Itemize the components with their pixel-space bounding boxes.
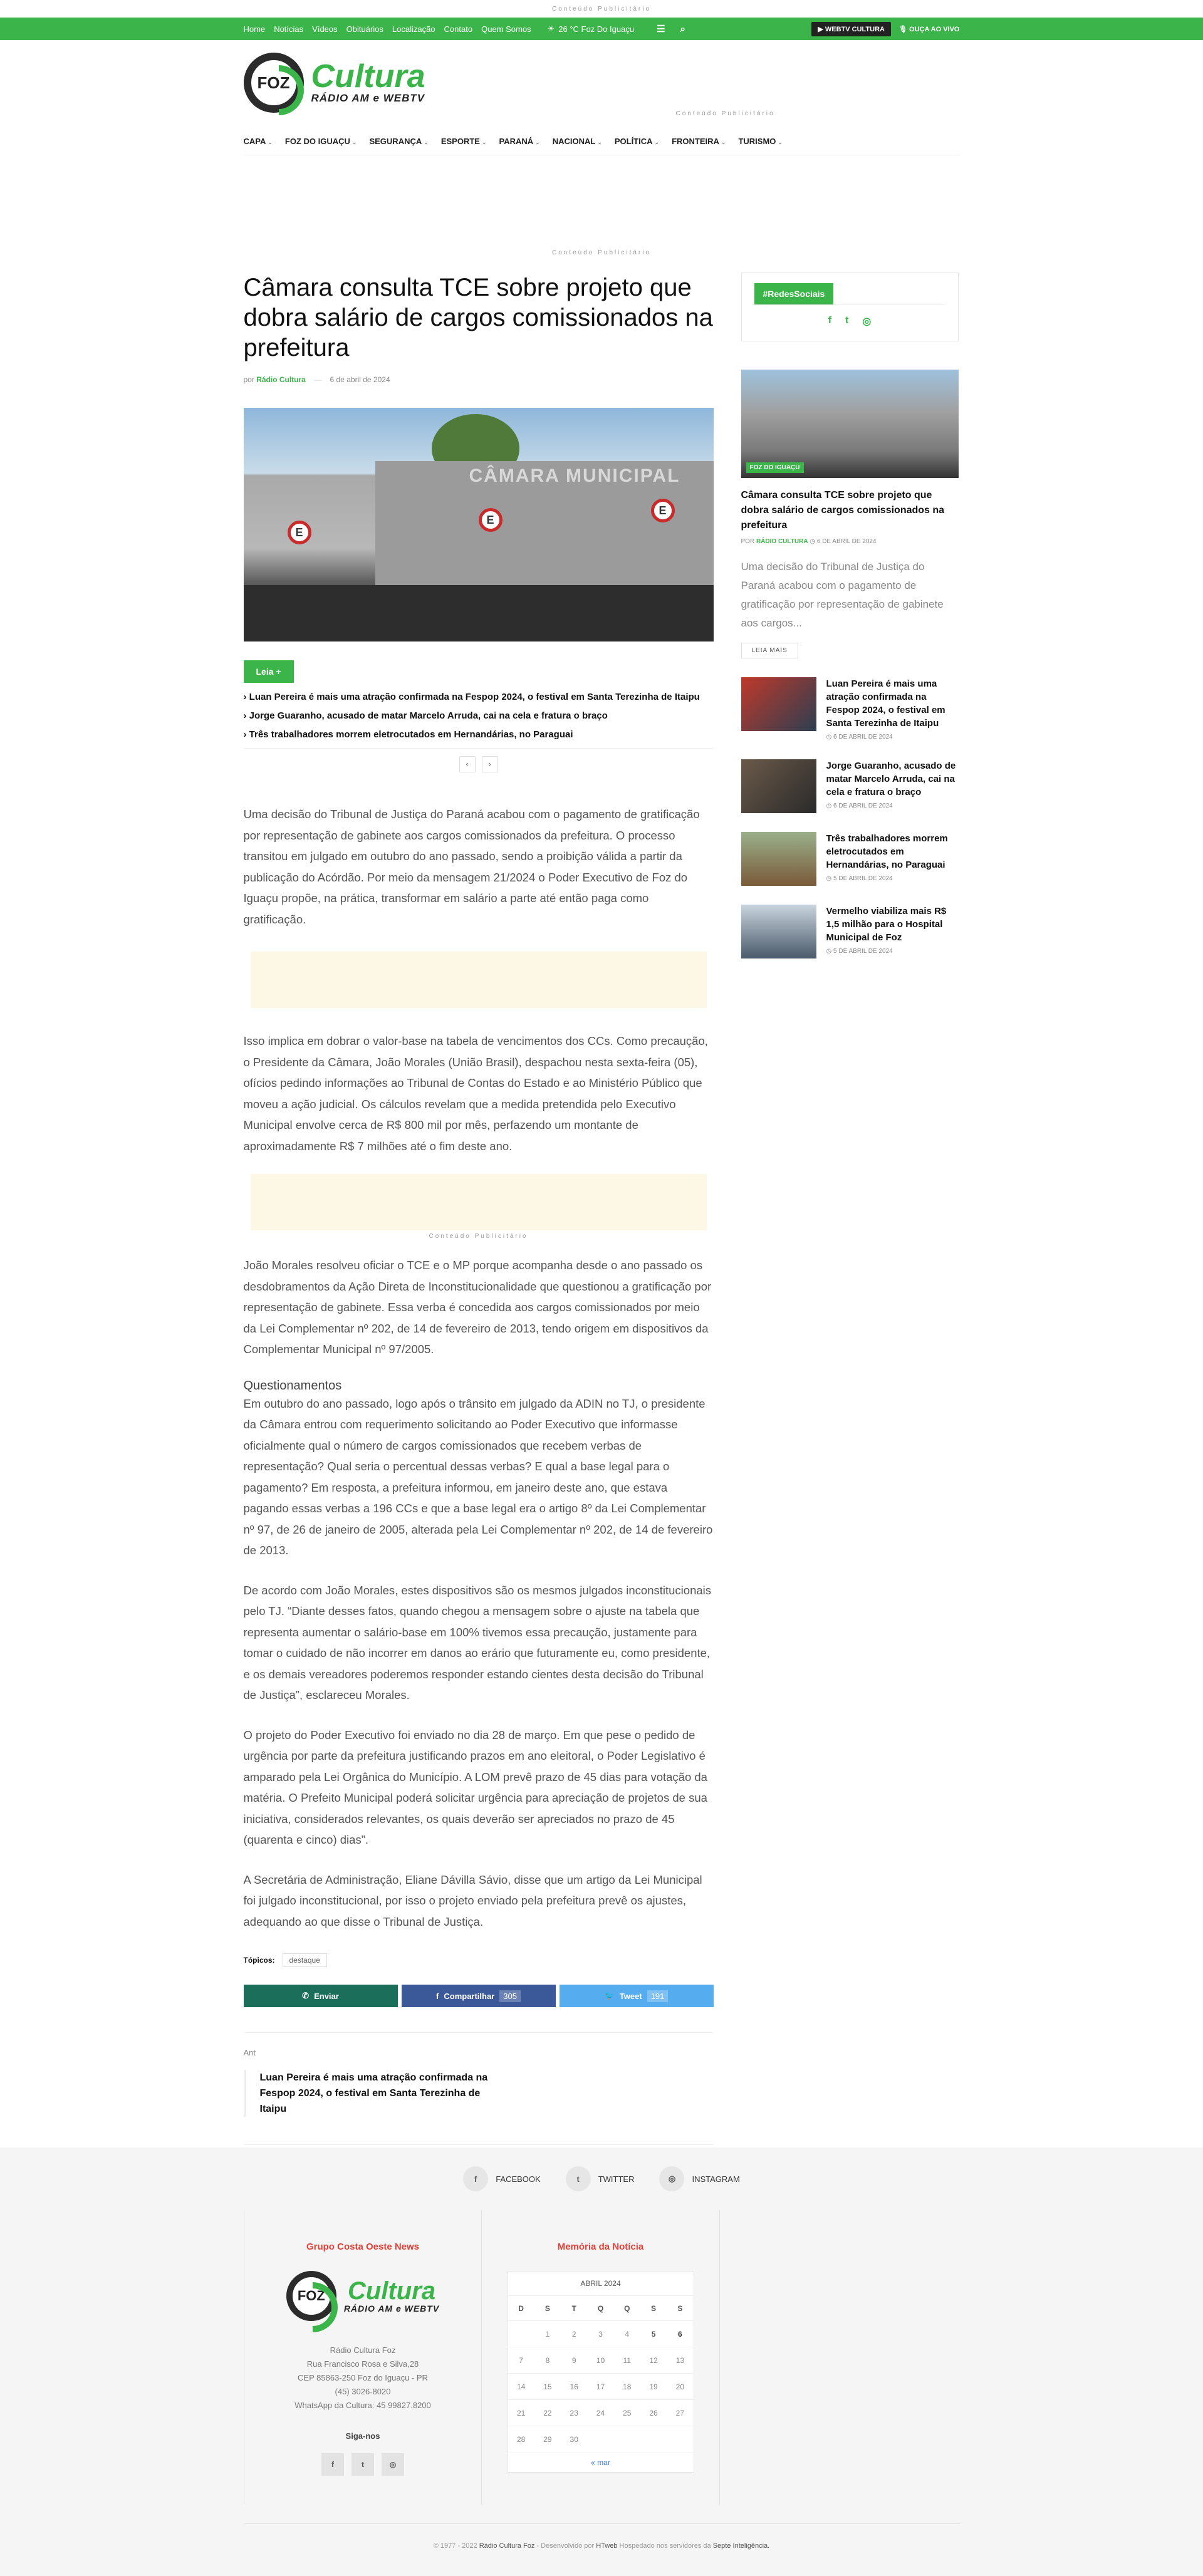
logo-name: Cultura bbox=[348, 2277, 435, 2305]
footer bbox=[0, 2148, 1203, 2576]
calendar-dayname: D bbox=[508, 2296, 534, 2321]
calendar-day: 11 bbox=[614, 2347, 640, 2374]
calendar-day bbox=[640, 2426, 667, 2453]
facebook-icon[interactable]: f bbox=[321, 2453, 344, 2476]
calendar-day: 7 bbox=[508, 2347, 534, 2374]
meta-by: POR bbox=[741, 538, 755, 545]
article-paragraph: João Morales resolveu oficiar o TCE e o MP porque acompanha desde o ano passado os desdobramentos da Ação Direta de Inconstitucionalidade que questionou a gratificação por representação de gabinete. Essa verba é concedida aos cargos comissionados por meio da Lei Complementar nº 202, de 14 de fevereiro de 2013, tendo origem em dispositivos da Complementar Municipal nº 97/2005. bbox=[243, 1259, 712, 1356]
footer-calendar-title: Memória da Notícia bbox=[557, 2241, 644, 2252]
nav-label: CAPA bbox=[243, 137, 266, 146]
calendar-day: 24 bbox=[587, 2400, 613, 2426]
social-widget bbox=[741, 273, 959, 341]
chevron-down-icon: ⌄ bbox=[597, 139, 602, 145]
calendar bbox=[508, 2271, 694, 2473]
read-more-button[interactable]: Leia + bbox=[244, 660, 294, 683]
nav-item-politica[interactable] bbox=[615, 137, 659, 146]
address-line: Rádio Cultura Foz bbox=[330, 2345, 396, 2355]
twitter-icon: 🐦 bbox=[604, 1991, 615, 2000]
developer-link[interactable]: HTweb bbox=[596, 2542, 618, 2550]
header-ad-label: Conteúdo Publicitário bbox=[675, 110, 775, 117]
calendar-day: 1 bbox=[534, 2321, 561, 2347]
clock-icon: ◷ bbox=[810, 538, 816, 545]
mic-icon: 🎙 bbox=[898, 25, 910, 33]
post-thumbnail[interactable] bbox=[741, 759, 816, 813]
sidebar-post[interactable] bbox=[741, 677, 959, 740]
nav-label: FOZ DO IGUAÇU bbox=[284, 137, 350, 146]
sidebar-post[interactable] bbox=[741, 905, 959, 958]
calendar-day: 13 bbox=[667, 2347, 693, 2374]
calendar-dayname: Q bbox=[587, 2296, 613, 2321]
weather-text: 26 °C Foz Do Iguaçu bbox=[558, 24, 635, 34]
footer-logo[interactable] bbox=[244, 2271, 481, 2321]
calendar-day bbox=[614, 2426, 640, 2453]
nav-item-capa[interactable] bbox=[244, 137, 273, 146]
nav-item-parana[interactable] bbox=[499, 137, 539, 146]
calendar-day: 14 bbox=[508, 2374, 534, 2400]
footer-facebook-link[interactable] bbox=[463, 2166, 541, 2191]
site-logo[interactable] bbox=[244, 53, 425, 113]
calendar-dayname: Q bbox=[614, 2296, 640, 2321]
calendar-day: 4 bbox=[614, 2321, 640, 2347]
article-author[interactable]: Rádio Cultura bbox=[256, 375, 306, 384]
top-link-obituarios[interactable]: Obituários bbox=[346, 24, 383, 34]
featured-category[interactable]: FOZ DO IGUAÇU bbox=[746, 462, 804, 473]
calendar-day: 18 bbox=[614, 2374, 640, 2400]
nav-label: PARANÁ bbox=[499, 137, 534, 146]
footer-social-label: TWITTER bbox=[598, 2174, 635, 2184]
copyright-year: © 1977 - 2022 bbox=[433, 2542, 477, 2550]
chevron-down-icon: ⌄ bbox=[654, 139, 660, 145]
whatsapp-icon: ✆ bbox=[302, 1991, 310, 2000]
featured-image[interactable] bbox=[741, 370, 959, 478]
meta-by: por bbox=[243, 375, 254, 384]
calendar-day: 8 bbox=[534, 2347, 561, 2374]
calendar-day: 9 bbox=[561, 2347, 587, 2374]
calendar-day bbox=[667, 2426, 693, 2453]
weather-widget bbox=[548, 24, 634, 34]
host-link[interactable]: Septe Inteligência. bbox=[712, 2542, 770, 2550]
webtv-label: WEBTV CULTURA bbox=[825, 25, 885, 33]
instagram-icon[interactable]: ◎ bbox=[382, 2453, 404, 2476]
calendar-day[interactable]: 6 bbox=[667, 2321, 693, 2347]
top-link-contato[interactable]: Contato bbox=[444, 24, 473, 34]
nav-label: POLÍTICA bbox=[614, 137, 653, 146]
clock-icon: ◷ bbox=[826, 734, 832, 740]
article-meta: por Rádio Cultura — 6 de abril de 2024 bbox=[243, 375, 390, 384]
article-date: 6 de abril de 2024 bbox=[330, 375, 390, 384]
nav-label: FRONTEIRA bbox=[672, 137, 719, 146]
calendar-day: 12 bbox=[640, 2347, 667, 2374]
post-title[interactable]: Jorge Guaranho, acusado de matar Marcelo Arruda, cai na cela e fratura o braço bbox=[826, 761, 956, 797]
search-icon[interactable]: ⌕ bbox=[680, 23, 685, 34]
share-facebook-button[interactable] bbox=[402, 1985, 556, 2007]
chevron-down-icon: ⌄ bbox=[721, 139, 726, 145]
calendar-day: 28 bbox=[508, 2426, 534, 2453]
sidebar-post[interactable] bbox=[741, 759, 959, 813]
footer-social bbox=[0, 2166, 1203, 2191]
logo-mark: FOZ bbox=[286, 2271, 336, 2321]
calendar-day: 10 bbox=[587, 2347, 613, 2374]
calendar-dayname: S bbox=[534, 2296, 561, 2321]
top-link-videos[interactable]: Vídeos bbox=[312, 24, 338, 34]
calendar-day: 22 bbox=[534, 2400, 561, 2426]
footer-calendar bbox=[482, 2210, 720, 2505]
copyright-owner[interactable]: Rádio Cultura Foz bbox=[479, 2542, 535, 2550]
calendar-day bbox=[587, 2426, 613, 2453]
calendar-day: 3 bbox=[587, 2321, 613, 2347]
post-date: 6 DE ABRIL DE 2024 bbox=[833, 734, 893, 740]
weather-sun-icon: ☀ bbox=[547, 24, 555, 33]
calendar-day[interactable]: 5 bbox=[640, 2321, 667, 2347]
tv-icon: ▶ bbox=[818, 25, 825, 33]
calendar-day: 15 bbox=[534, 2374, 561, 2400]
calendar-prev-link[interactable]: « mar bbox=[508, 2453, 694, 2472]
menu-icon[interactable]: ☰ bbox=[657, 24, 665, 34]
post-title[interactable]: Três trabalhadores morrem eletrocutados em Hernandárias, no Paraguai bbox=[826, 833, 948, 870]
top-link-quem-somos[interactable]: Quem Somos bbox=[481, 24, 531, 34]
calendar-dayname: T bbox=[561, 2296, 587, 2321]
calendar-day: 26 bbox=[640, 2400, 667, 2426]
article-paragraph: A Secretária de Administração, Eliane Dávilla Sávio, disse que um artigo da Lei Municipal foi julgado inconstitucional, por isso o projeto enviado pela prefeitura prevê os ajustes, adequando ao que disse o Tribunal de Justiça. bbox=[243, 1872, 702, 1928]
featured-read-more-button[interactable]: LEIA MAIS bbox=[741, 643, 798, 658]
calendar-day: 30 bbox=[561, 2426, 587, 2453]
top-link-noticias[interactable]: Notícias bbox=[274, 24, 304, 34]
footer-instagram-link[interactable] bbox=[659, 2166, 739, 2191]
share-twitter-button[interactable] bbox=[560, 1985, 714, 2007]
nav-item-seguranca[interactable] bbox=[369, 137, 428, 146]
site-header bbox=[244, 40, 960, 128]
top-link-home[interactable]: Home bbox=[243, 24, 266, 34]
nav-label: TURISMO bbox=[738, 137, 776, 146]
calendar-day: 21 bbox=[508, 2400, 534, 2426]
calendar-day: 27 bbox=[667, 2400, 693, 2426]
clock-icon: ◷ bbox=[826, 948, 832, 955]
footer-address bbox=[244, 2344, 481, 2412]
featured-author[interactable]: RÁDIO CULTURA bbox=[756, 538, 808, 545]
featured-meta bbox=[741, 538, 959, 545]
share-whatsapp-button[interactable] bbox=[244, 1985, 398, 2007]
related-link[interactable]: › Luan Pereira é mais uma atração confirmada na Fespop 2024, o festival em Santa Terezinha de Itaipu bbox=[244, 692, 714, 702]
share-label: Compartilhar bbox=[444, 1991, 495, 2001]
address-line: (45) 3026-8020 bbox=[335, 2387, 391, 2396]
article-title: Câmara consulta TCE sobre projeto que dobra salário de cargos comissionados na prefeitura bbox=[243, 274, 713, 361]
ad-slot[interactable] bbox=[251, 952, 707, 1008]
post-date: 6 DE ABRIL DE 2024 bbox=[833, 802, 893, 809]
clock-icon: ◷ bbox=[826, 875, 832, 882]
calendar-day bbox=[508, 2321, 534, 2347]
calendar-day: 29 bbox=[534, 2426, 561, 2453]
post-date: 5 DE ABRIL DE 2024 bbox=[833, 948, 893, 955]
post-thumbnail[interactable] bbox=[741, 677, 816, 731]
article-paragraph: Isso implica em dobrar o valor-base na tabela de vencimentos dos CCs. Como precaução, o Presidente da Câmara, João Morales (União Brasil), despachou nesta sexta-feira (05), ofícios pedindo informações ao Tribunal de Contas do Estado e ao Ministério Público que moveu a ação judicial. Os cálculos revelam que a medida pretendida pelo Executivo Municipal envolve cerca de R$ 800 mil por mês, perfazendo um montante de aproximadamente R$ 7 milhões até o fim deste ano. bbox=[243, 1034, 708, 1153]
article-paragraph: O projeto do Poder Executivo foi enviado no dia 28 de março. Em que pese o pedido de urgência por parte da prefeitura justificando prazos em ano eleitoral, o Poder Legislativo é amparado pela Lei Orgânica do Município. A LOM prevê prazo de 45 dias para votação da matéria. O Prefeito Municipal poderá solicitar urgência para apreciação de projetos de sua iniciativa, considerados relevantes, os quais deverão ser apreciados no prazo de 45 (quarenta e cinco) dias”. bbox=[243, 1728, 707, 1846]
sidebar-post[interactable] bbox=[741, 832, 959, 886]
article-hero-image: CÂMARA MUNICIPAL E E E bbox=[244, 408, 714, 641]
twitter-icon: t bbox=[566, 2166, 591, 2191]
logo-mark: FOZ bbox=[244, 53, 304, 113]
clock-icon: ◷ bbox=[826, 802, 832, 809]
twitter-icon[interactable]: t bbox=[845, 315, 849, 326]
top-bar bbox=[0, 18, 1203, 40]
nav-item-turismo[interactable] bbox=[738, 137, 783, 146]
logo-tagline: RÁDIO AM e WEBTV bbox=[311, 92, 425, 104]
related-link[interactable]: › Jorge Guaranho, acusado de matar Marcelo Arruda, cai na cela e fratura o braço bbox=[244, 710, 714, 721]
related-pager bbox=[244, 748, 714, 772]
nav-item-nacional[interactable] bbox=[553, 137, 602, 146]
article bbox=[244, 269, 714, 2145]
post-thumbnail[interactable] bbox=[741, 832, 816, 886]
post-title[interactable]: Vermelho viabiliza mais R$ 1,5 milhão para o Hospital Municipal de Foz bbox=[826, 906, 947, 943]
post-thumbnail[interactable] bbox=[741, 905, 816, 958]
top-links bbox=[244, 24, 531, 34]
listen-live-label: OUÇA AO VIVO bbox=[909, 25, 960, 33]
share-label: Tweet bbox=[619, 1991, 642, 2001]
topics bbox=[244, 1953, 714, 1967]
prev-article bbox=[244, 2032, 714, 2117]
article-subheading: Questionamentos bbox=[243, 1378, 342, 1393]
prev-label: Ant bbox=[243, 2048, 256, 2057]
calendar-dayname: S bbox=[667, 2296, 693, 2321]
calendar-day: 2 bbox=[561, 2321, 587, 2347]
address-line: CEP 85863-250 Foz do Iguaçu - PR bbox=[298, 2373, 428, 2382]
pager-next-icon[interactable]: › bbox=[482, 756, 498, 772]
address-line: WhatsApp da Cultura: 45 99827.8200 bbox=[294, 2401, 431, 2410]
copyright bbox=[0, 2542, 1203, 2550]
article-paragraph: Uma decisão do Tribunal de Justiça do Paraná acabou com o pagamento de gratificação por representação de gabinete aos cargos comissionados da prefeitura. O processo transitou em julgado em outubro do ano passado, sendo a proibição válida a partir da publicação do Acórdão. Por meio da mensagem 21/2024 o Poder Executivo de Foz do Iguaçu propõe, na prática, transformar em salário a parte até então paga como gratificação. bbox=[243, 808, 700, 926]
chevron-down-icon: ⌄ bbox=[352, 139, 357, 145]
facebook-icon: f bbox=[436, 1991, 439, 2001]
share-count: 191 bbox=[647, 1990, 669, 2002]
calendar-dayname: S bbox=[640, 2296, 667, 2321]
chevron-down-icon: ⌄ bbox=[268, 139, 273, 145]
nav-item-foz[interactable] bbox=[285, 137, 357, 146]
chevron-down-icon: ⌄ bbox=[424, 139, 429, 145]
post-title[interactable]: Luan Pereira é mais uma atração confirmada na Fespop 2024, o festival em Santa Terezinha de Itaipu bbox=[826, 678, 945, 729]
read-more-label: Leia bbox=[256, 667, 274, 677]
pager-prev-icon[interactable]: ‹ bbox=[459, 756, 476, 772]
nav-label: SEGURANÇA bbox=[369, 137, 422, 146]
listen-live-button[interactable] bbox=[898, 25, 960, 33]
calendar-day: 20 bbox=[667, 2374, 693, 2400]
top-ad-label: Conteúdo Publicitário bbox=[551, 6, 652, 13]
logo-tagline: RÁDIO AM e WEBTV bbox=[343, 2303, 440, 2314]
related-link[interactable]: › Três trabalhadores morrem eletrocutados em Hernandárias, no Paraguai bbox=[244, 729, 714, 740]
chevron-down-icon: ⌄ bbox=[778, 139, 783, 145]
article-paragraph: Em outubro do ano passado, logo após o trânsito em julgado da ADIN no TJ, o presidente da Câmara entrou com requerimento solicitando ao Poder Executivo que informasse oficialmente qual o número de cargos comissionados que recebem verbas de representação? Qual seria o percentual dessas verbas? E qual a base legal para o pagamento? Em resposta, a prefeitura informou, em janeiro deste ano, que estava pagando essas verbas a 196 CCs e que a base legal era o artigo 8º da Lei Complementar nº 97, de 26 de janeiro de 2005, alterada pela Lei Complementar nº 202, de 14 de fevereiro de 2013. bbox=[243, 1396, 713, 1557]
social-widget-title: #RedesSociais bbox=[754, 283, 834, 304]
featured-excerpt: Uma decisão do Tribunal de Justiça do Paraná acabou com o pagamento de gratificação por representação de gabinete aos cargos... bbox=[741, 561, 944, 629]
calendar-day: 25 bbox=[614, 2400, 640, 2426]
copyright-text: Hospedado nos servidores da bbox=[617, 2542, 713, 2550]
footer-twitter-link[interactable] bbox=[566, 2166, 635, 2191]
share-bar bbox=[244, 1985, 714, 2007]
facebook-icon[interactable]: f bbox=[828, 315, 832, 326]
topic-tag[interactable]: destaque bbox=[283, 1953, 327, 1967]
footer-social-label: FACEBOOK bbox=[496, 2174, 541, 2184]
ad-slot[interactable] bbox=[251, 1174, 707, 1230]
copyright-text: - Desenvolvido por bbox=[534, 2542, 596, 2550]
address-line: Rua Francisco Rosa e Silva,28 bbox=[306, 2359, 419, 2369]
ad-label: Conteúdo Publicitário bbox=[551, 249, 652, 256]
instagram-icon: ◎ bbox=[659, 2166, 684, 2191]
related-list bbox=[244, 692, 714, 740]
webtv-button[interactable] bbox=[811, 22, 891, 36]
main-nav bbox=[244, 128, 960, 155]
sidebar bbox=[741, 269, 959, 2145]
nav-label: ESPORTE bbox=[440, 137, 480, 146]
ad-label: Conteúdo Publicitário bbox=[429, 1233, 528, 1240]
prev-article-link[interactable]: Luan Pereira é mais uma atração confirmada na Fespop 2024, o festival em Santa Terezinha de Itaipu bbox=[244, 2070, 494, 2117]
logo-name: Cultura bbox=[311, 58, 425, 95]
chevron-down-icon: ⌄ bbox=[535, 139, 540, 145]
hero-sign-text: CÂMARA MUNICIPAL bbox=[469, 465, 680, 486]
nav-label: NACIONAL bbox=[552, 137, 596, 146]
chevron-down-icon: ⌄ bbox=[481, 139, 487, 145]
calendar-caption: ABRIL 2024 bbox=[580, 2279, 621, 2288]
follow-label: Siga-nos bbox=[345, 2431, 380, 2441]
instagram-icon[interactable]: ◎ bbox=[862, 316, 872, 327]
calendar-day: 23 bbox=[561, 2400, 587, 2426]
twitter-icon[interactable]: t bbox=[352, 2453, 374, 2476]
featured-date: 6 DE ABRIL DE 2024 bbox=[816, 538, 877, 545]
footer-about-title: Grupo Costa Oeste News bbox=[306, 2241, 420, 2252]
share-count: 305 bbox=[499, 1990, 521, 2002]
article-paragraph: De acordo com João Morales, estes dispositivos são os mesmos julgados inconstitucionais pelo TJ. “Diante desses fatos, quando chegou a mensagem sobre o ajuste na tabela que representa aumentar o salário-base em 100% tivemos essa precaução, justamente para tomar o cuidado de não incorrer em danos ao erário que futuramente eu, como presidente, e os demais vereadores poderemos responder estando cientes desta decisão do Tribunal de Justiça”, esclareceu Morales. bbox=[243, 1583, 712, 1701]
nav-item-fronteira[interactable] bbox=[672, 137, 726, 146]
share-label: Enviar bbox=[314, 1991, 339, 2001]
topics-label: Tópicos: bbox=[243, 1956, 275, 1965]
footer-social-label: INSTAGRAM bbox=[692, 2174, 740, 2184]
top-link-localizacao[interactable]: Localização bbox=[392, 24, 435, 34]
footer-about bbox=[244, 2210, 482, 2505]
post-date: 5 DE ABRIL DE 2024 bbox=[833, 875, 893, 882]
calendar-day: 19 bbox=[640, 2374, 667, 2400]
facebook-icon: f bbox=[463, 2166, 488, 2191]
nav-item-esporte[interactable] bbox=[441, 137, 487, 146]
calendar-day: 16 bbox=[561, 2374, 587, 2400]
featured-title[interactable]: Câmara consulta TCE sobre projeto que dobra salário de cargos comissionados na prefeitura bbox=[741, 490, 945, 531]
calendar-day: 17 bbox=[587, 2374, 613, 2400]
